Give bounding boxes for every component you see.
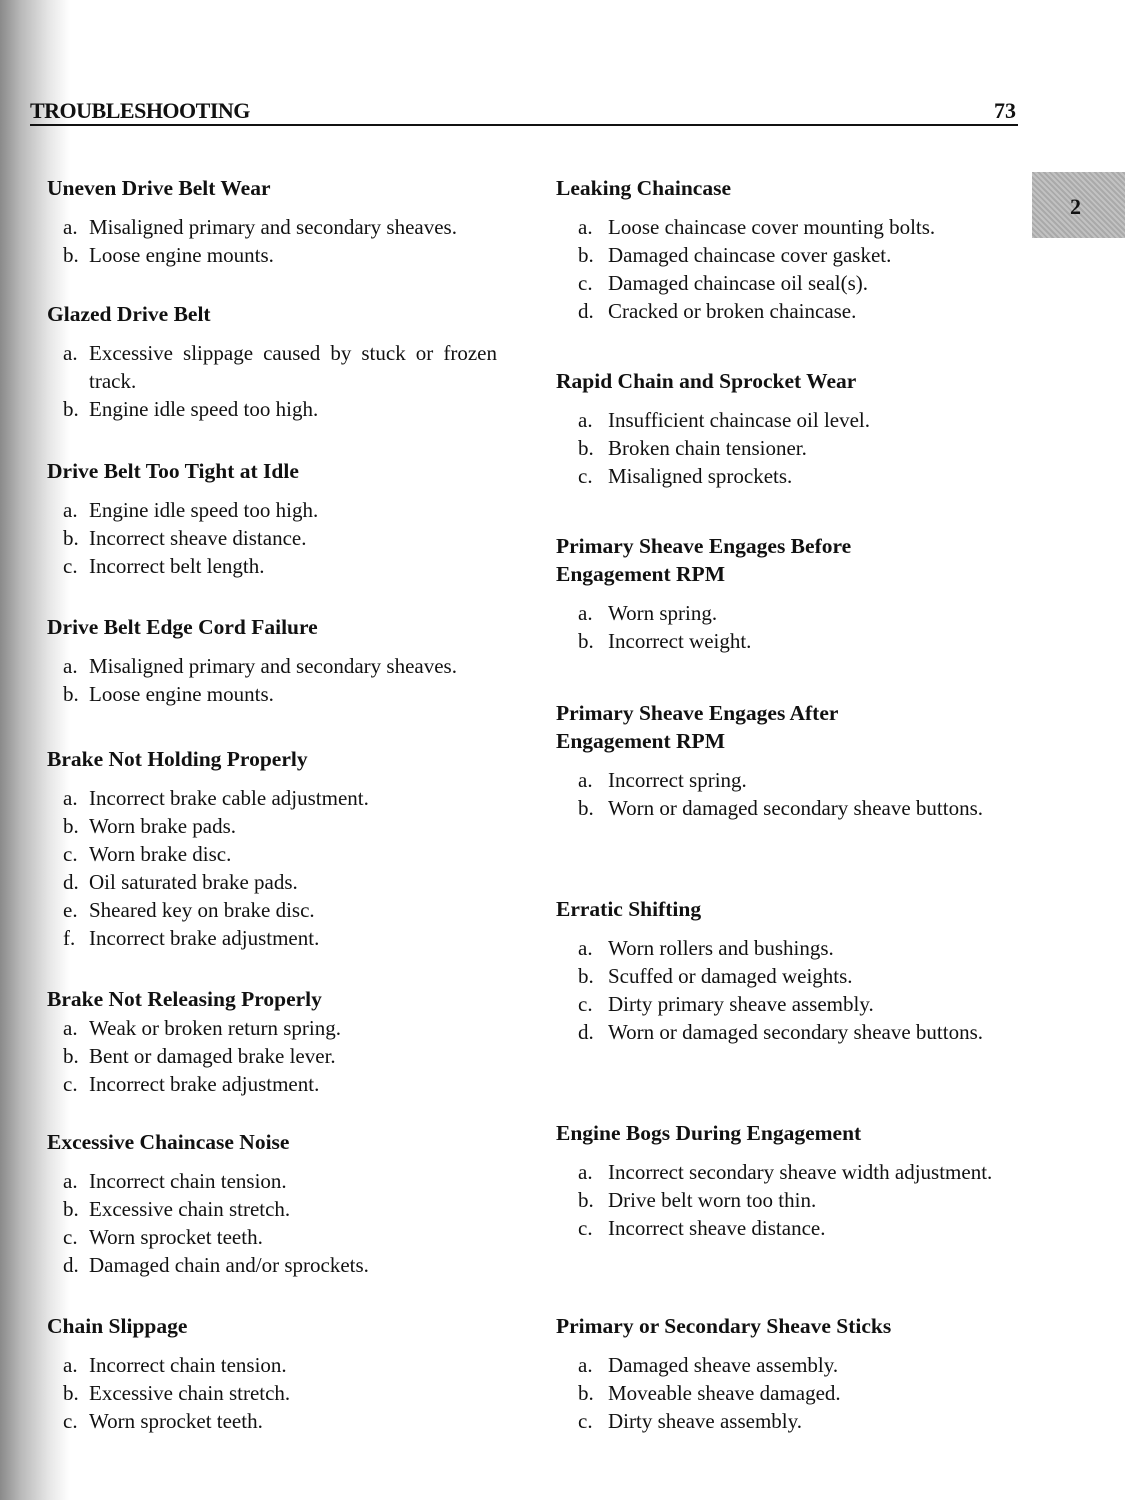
list-item	[556, 1407, 1018, 1435]
item-text: Drive belt worn too thin.	[608, 1188, 817, 1212]
item-text: Cracked or broken chaincase.	[608, 299, 857, 323]
section-leaking-chaincase	[556, 174, 1018, 325]
list-item	[47, 896, 497, 924]
list-item	[47, 680, 497, 708]
section-heading: Engine Bogs During Engagement	[556, 1121, 862, 1145]
section-heading: Chain Slippage	[47, 1314, 188, 1338]
item-text: Incorrect weight.	[608, 629, 752, 653]
item-letter: b.	[578, 964, 594, 988]
item-text: Dirty sheave assembly.	[608, 1409, 803, 1433]
list-item	[47, 339, 497, 395]
list-item	[556, 1158, 1018, 1186]
section-excessive-chaincase-noise	[47, 1128, 497, 1279]
section-glazed-drive-belt	[47, 300, 497, 423]
section-heading: Leaking Chaincase	[556, 176, 732, 200]
item-text: Worn or damaged secondary sheave buttons.	[608, 1020, 984, 1044]
item-text: Worn brake pads.	[89, 814, 237, 838]
item-text: Excessive slippage caused by stuck or frozen track.	[89, 341, 497, 393]
section-primary-sheave-engages-after	[556, 699, 1018, 822]
section-rapid-chain-sprocket-wear	[556, 367, 1018, 490]
item-letter: a.	[578, 1160, 593, 1184]
list-item	[47, 1379, 497, 1407]
section-heading: Brake Not Releasing Properly	[47, 987, 322, 1011]
section-sheave-sticks	[556, 1312, 1018, 1435]
item-text: Bent or damaged brake lever.	[89, 1044, 336, 1068]
item-letter: d.	[578, 299, 594, 323]
list-item	[556, 627, 916, 655]
list-item	[556, 934, 1018, 962]
item-letter: b.	[578, 1188, 594, 1212]
list-item	[47, 395, 497, 423]
item-letter: c.	[578, 992, 593, 1016]
item-text: Worn spring.	[608, 601, 718, 625]
item-letter: c.	[63, 1225, 78, 1249]
item-letter: c.	[63, 1409, 78, 1433]
list-item	[556, 1379, 1018, 1407]
item-text: Incorrect chain tension.	[89, 1353, 287, 1377]
item-letter: a.	[63, 1169, 78, 1193]
item-letter: b.	[63, 814, 79, 838]
section-heading: Rapid Chain and Sprocket Wear	[556, 369, 857, 393]
item-text: Worn or damaged secondary sheave buttons.	[608, 796, 984, 820]
section-heading: Erratic Shifting	[556, 897, 702, 921]
list-item	[47, 868, 497, 896]
section-chain-slippage	[47, 1312, 497, 1435]
item-text: Loose engine mounts.	[89, 682, 274, 706]
list-item	[47, 241, 497, 269]
item-letter: a.	[63, 1016, 78, 1040]
list-item	[47, 524, 497, 552]
item-letter: b.	[63, 526, 79, 550]
item-letter: e.	[63, 898, 78, 922]
item-text: Engine idle speed too high.	[89, 397, 319, 421]
list-item	[556, 599, 916, 627]
item-letter: a.	[578, 1353, 593, 1377]
section-heading: Primary or Secondary Sheave Sticks	[556, 1314, 892, 1338]
section-drive-belt-edge-cord-failure	[47, 613, 497, 708]
item-text: Worn sprocket teeth.	[89, 1409, 263, 1433]
item-letter: a.	[63, 341, 78, 365]
item-letter: b.	[578, 796, 594, 820]
list-item	[47, 213, 497, 241]
item-letter: b.	[578, 629, 594, 653]
chapter-tab-number: 2	[1070, 194, 1081, 219]
item-text: Damaged chain and/or sprockets.	[89, 1253, 369, 1277]
item-letter: d.	[578, 1020, 594, 1044]
section-uneven-drive-belt-wear	[47, 174, 497, 269]
chapter-tab	[1032, 172, 1125, 238]
item-text: Incorrect secondary sheave width adjustment.	[608, 1160, 993, 1184]
list-item	[556, 1018, 1018, 1046]
item-letter: c.	[578, 271, 593, 295]
item-text: Excessive chain stretch.	[89, 1381, 291, 1405]
list-item	[556, 269, 1018, 297]
item-text: Loose chaincase cover mounting bolts.	[608, 215, 936, 239]
section-heading: Glazed Drive Belt	[47, 302, 211, 326]
item-text: Misaligned sprockets.	[608, 464, 793, 488]
item-text: Dirty primary sheave assembly.	[608, 992, 874, 1016]
item-letter: b.	[578, 436, 594, 460]
item-text: Incorrect brake adjustment.	[89, 1072, 320, 1096]
section-engine-bogs	[556, 1119, 1018, 1242]
item-letter: a.	[63, 654, 78, 678]
list-item	[556, 462, 1018, 490]
item-letter: a.	[578, 215, 593, 239]
item-text: Worn brake disc.	[89, 842, 232, 866]
item-text: Incorrect spring.	[608, 768, 747, 792]
item-letter: b.	[63, 1197, 79, 1221]
item-letter: c.	[63, 842, 78, 866]
item-text: Engine idle speed too high.	[89, 498, 319, 522]
list-item	[47, 1251, 497, 1279]
item-letter: f.	[63, 926, 76, 950]
list-item	[556, 962, 1018, 990]
item-letter: a.	[578, 768, 593, 792]
item-letter: a.	[63, 215, 78, 239]
item-letter: b.	[63, 243, 79, 267]
item-letter: c.	[578, 464, 593, 488]
list-item	[556, 990, 1018, 1018]
item-letter: d.	[63, 870, 79, 894]
page-number: 73	[994, 98, 1016, 123]
list-item	[556, 297, 1018, 325]
list-item	[47, 552, 497, 580]
item-text: Sheared key on brake disc.	[89, 898, 315, 922]
list-item	[47, 1195, 497, 1223]
list-item	[47, 1014, 497, 1042]
section-heading: Primary Sheave Engages After Engagement RPM	[556, 701, 839, 753]
item-letter: b.	[63, 682, 79, 706]
section-heading: Primary Sheave Engages Before Engagement RPM	[556, 534, 852, 586]
section-brake-not-releasing	[47, 985, 497, 1098]
list-item	[556, 1351, 1018, 1379]
running-head: TROUBLESHOOTING	[30, 98, 250, 123]
list-item	[556, 1186, 1018, 1214]
list-item	[556, 1214, 1018, 1242]
item-text: Incorrect brake adjustment.	[89, 926, 320, 950]
item-text: Incorrect belt length.	[89, 554, 265, 578]
item-text: Damaged chaincase cover gasket.	[608, 243, 892, 267]
item-letter: d.	[63, 1253, 79, 1277]
item-text: Insufficient chaincase oil level.	[608, 408, 871, 432]
item-text: Misaligned primary and secondary sheaves.	[89, 215, 457, 239]
page-header	[30, 96, 1018, 126]
list-item	[47, 1042, 497, 1070]
list-item	[556, 406, 1018, 434]
list-item	[47, 652, 497, 680]
item-letter: a.	[578, 408, 593, 432]
item-letter: a.	[63, 498, 78, 522]
item-text: Misaligned primary and secondary sheaves.	[89, 654, 457, 678]
item-letter: c.	[578, 1216, 593, 1240]
item-text: Loose engine mounts.	[89, 243, 274, 267]
section-heading: Drive Belt Edge Cord Failure	[47, 615, 318, 639]
list-item	[47, 812, 497, 840]
item-letter: b.	[578, 243, 594, 267]
item-text: Damaged sheave assembly.	[608, 1353, 839, 1377]
section-heading: Brake Not Holding Properly	[47, 747, 308, 771]
section-heading: Drive Belt Too Tight at Idle	[47, 459, 299, 483]
list-item	[47, 1167, 497, 1195]
section-heading: Excessive Chaincase Noise	[47, 1130, 290, 1154]
section-primary-sheave-engages-before	[556, 532, 916, 655]
item-letter: b.	[63, 1044, 79, 1068]
list-item	[556, 213, 1018, 241]
item-letter: b.	[63, 1381, 79, 1405]
section-heading: Uneven Drive Belt Wear	[47, 176, 271, 200]
item-letter: b.	[578, 1381, 594, 1405]
item-letter: a.	[578, 936, 593, 960]
list-item	[47, 1407, 497, 1435]
item-text: Broken chain tensioner.	[608, 436, 807, 460]
list-item	[47, 840, 497, 868]
item-text: Incorrect chain tension.	[89, 1169, 287, 1193]
item-text: Worn rollers and bushings.	[608, 936, 834, 960]
list-item	[556, 434, 1018, 462]
item-letter: c.	[63, 554, 78, 578]
item-letter: a.	[63, 1353, 78, 1377]
item-text: Moveable sheave damaged.	[608, 1381, 841, 1405]
list-item	[47, 784, 497, 812]
list-item	[47, 1351, 497, 1379]
item-text: Incorrect sheave distance.	[608, 1216, 826, 1240]
list-item	[47, 1223, 497, 1251]
item-text: Weak or broken return spring.	[89, 1016, 341, 1040]
item-letter: b.	[63, 397, 79, 421]
list-item	[556, 241, 1018, 269]
item-text: Worn sprocket teeth.	[89, 1225, 263, 1249]
item-letter: c.	[63, 1072, 78, 1096]
item-text: Scuffed or damaged weights.	[608, 964, 853, 988]
list-item	[47, 924, 497, 952]
item-letter: c.	[578, 1409, 593, 1433]
item-letter: a.	[63, 786, 78, 810]
list-item	[556, 766, 1018, 794]
item-text: Excessive chain stretch.	[89, 1197, 291, 1221]
item-text: Oil saturated brake pads.	[89, 870, 298, 894]
item-letter: a.	[578, 601, 593, 625]
list-item	[47, 1070, 497, 1098]
item-text: Damaged chaincase oil seal(s).	[608, 271, 869, 295]
section-erratic-shifting	[556, 895, 1018, 1046]
section-brake-not-holding	[47, 745, 497, 952]
section-drive-belt-too-tight	[47, 457, 497, 580]
list-item	[47, 496, 497, 524]
list-item	[556, 794, 1018, 822]
item-text: Incorrect sheave distance.	[89, 526, 307, 550]
item-text: Incorrect brake cable adjustment.	[89, 786, 369, 810]
